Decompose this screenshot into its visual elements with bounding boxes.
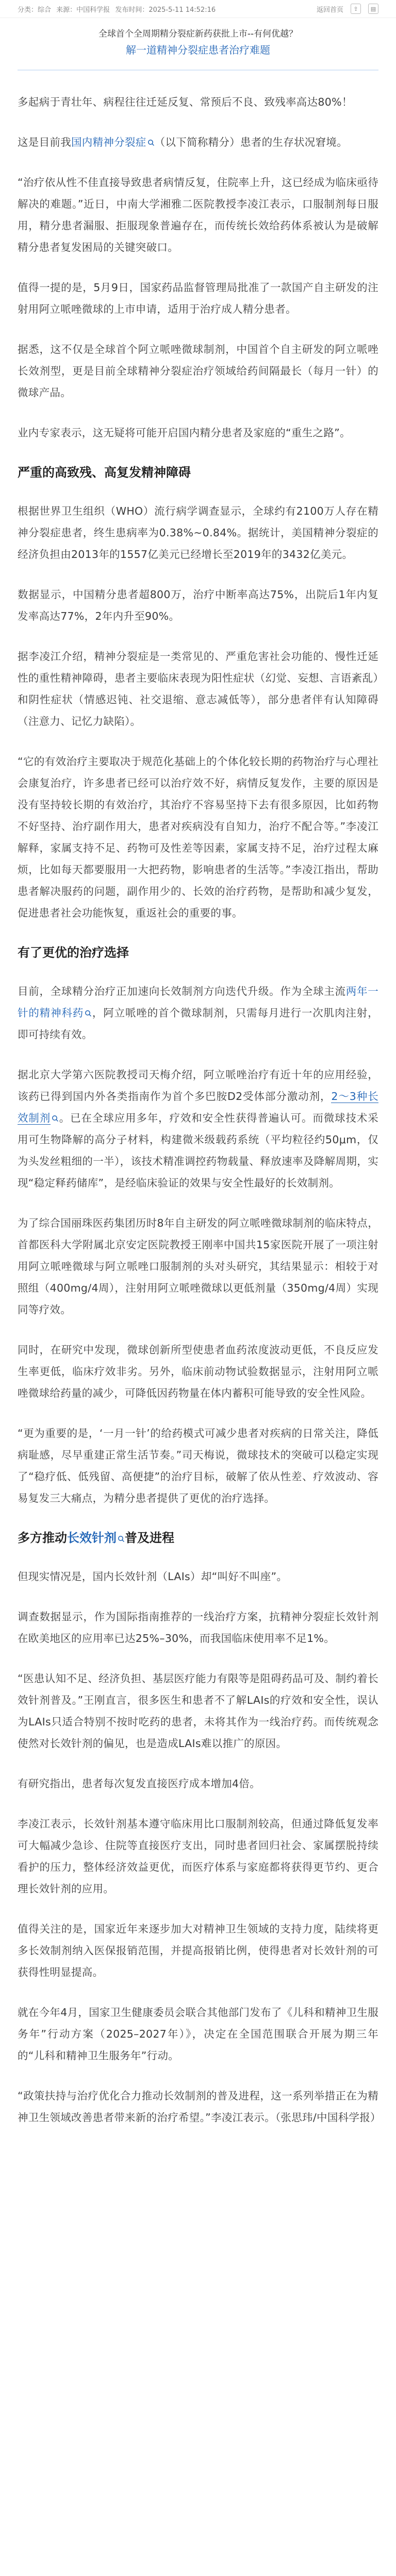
paragraph-17: 调查数据显示，作为国际指南推荐的一线治疗方案，抗精神分裂症长效针剂在欧美地区的应用率已达25%–30%，而我国临床使用率不足1%。	[18, 1611, 378, 1645]
paragraph-7: 根据世界卫生组织（WHO）流行病学调查显示，全球约有2100万人存在精神分裂症患者，终生患病率为0.38%~0.84%。据统计，美国精神分裂症的经济负担由2013年的1557亿美元已经增长至2019年的3432亿美元。	[18, 505, 378, 561]
meta-source: 来源：中国科学报	[56, 6, 110, 14]
paragraph-19: 有研究指出，患者每次复发直接医疗成本增加4倍。	[18, 1777, 260, 1790]
keyword-link-lai[interactable]: 长效针剂	[67, 1531, 117, 1545]
paragraph-16: 但现实情况是，国内长效针剂（LAIs）却“叫好不叫座”。	[18, 1570, 288, 1583]
paragraph-11: 目前，全球精分治疗正加速向长效制剂方向迭代升级。作为全球主流两年一针的精神科药 ，阿立哌唑的首个微球制剂，只需每月进行一次肌肉注射，即可持续有效。	[18, 985, 378, 1041]
article-meta-bar	[0, 0, 396, 18]
paragraph-9: 据李凌江介绍，精神分裂症是一类常见的、严重危害社会功能的、慢性迁延性的重性精神障碍，患者主要临床表现为阳性症状（幻觉、妄想、言语紊乱）和阴性症状（情感迟钝、社交退缩、意志减低等），部分患者伴有认知障碍（注意力、记忆力缺陷）。	[18, 650, 378, 727]
article-title: 全球首个全周期精分裂症新药获批上市--有何优越？	[98, 29, 298, 39]
meta-info	[18, 4, 219, 14]
paragraph-8: 数据显示，中国精分患者超800万，治疗中断率高达75%，出院后1年内复发率高达77%，2年内升至90%。	[18, 588, 378, 622]
paragraph-18: “医患认知不足、经济负担、基层医疗能力有限等是阻碍药品可及、制约着长效针剂普及。”王刚直言，很多医生和患者不了解LAIs的疗效和安全性，误认为LAIs只适合特别不按时吃药的患者，未将其作为一线治疗药。而传统观念使然对长效针剂的偏见，也是造成LAIs难以推广的原因。	[18, 1672, 378, 1750]
meta-category: 分类：综合	[18, 6, 52, 14]
paragraph-20: 李凌江表示，长效针剂基本遵守临床用比口服制剂较高，但通过降低复发率可大幅减少急诊、住院等直接医疗支出，同时患者回归社会、家属摆脱持续看护的压力，整体经济效益更优，而医疗体系与家庭都将获得更节约、更合理长效针剂的应用。	[18, 1818, 378, 1895]
back-home-link[interactable]: 返回首页	[316, 6, 343, 14]
paragraph-22: 就在今年4月，国家卫生健康委员会联合其他部门发布了《儿科和精神卫生服务年”行动方案（2025–2027年）》，决定在全国范围联合开展为期三年的“儿科和精神卫生服务年”行动。	[18, 2006, 378, 2062]
keyword-link-long-acting[interactable]: 两年一针的精神科药	[18, 985, 378, 1019]
search-icon	[118, 1535, 125, 1543]
paragraph-5: 据悉，这不仅是全球首个阿立哌唑微球制剂，中国首个自主研发的阿立哌唑长效剂型，更是目前全球精神分裂症治疗领域给药间隔最长（每月一针）的微球产品。	[18, 343, 378, 399]
paragraph-21: 值得关注的是，国家近年来逐步加大对精神卫生领域的支持力度，陆续将更多长效制剂纳入医保报销范围，并提高报销比例，使得患者对长效针剂的可获得性明显提高。	[18, 1923, 378, 1978]
article-title-block	[18, 18, 378, 71]
section-heading-3: 多方推动长效针剂 普及进程	[18, 1531, 174, 1545]
section-heading-1: 严重的高致残、高复发精神障碍	[18, 465, 191, 480]
article-subtitle: 解一道精神分裂症患者治疗难题	[126, 44, 270, 56]
paragraph-14: 同时，在研究中发现，微球创新所型使患者血药浓度波动更低，不良反应发生率更低，临床疗效非劣。另外，临床前动物试验数据显示，注射用阿立哌唑微球给药量的减少，可降低因药物量在体内蓄积可能导致的安全性风险。	[18, 1344, 378, 1399]
search-icon	[52, 1115, 59, 1122]
paragraph-4: 值得一提的是，5月9日，国家药品监督管理局批准了一款国产自主研发的注射用阿立哌唑微球的上市申请，适用于治疗成人精分患者。	[18, 281, 378, 315]
meta-actions	[317, 4, 378, 14]
paragraph-13: 为了综合国丽珠医药集团历时8年自主研发的阿立哌唑微球制剂的临床特点，首都医科大学附属北京安定医院教授王刚率中国共15家医院开展了一项注射用阿立哌唑微球与阿立哌唑口服制剂的头对头研究，其结果显示：相较于对照组（400mg/4周），注射用阿立哌唑微球以更低剂量（350mg/4周）实现同等疗效。	[18, 1217, 378, 1316]
paragraph-23: “政策扶持与治疗优化合力推动长效制剂的普及进程，这一系列举措正在为精神卫生领域改善患者带来新的治疗希望。”李凌江表示。（张思玮/中国科学报）	[18, 2090, 381, 2124]
print-icon[interactable]: ▤	[368, 4, 378, 14]
paragraph-2: 这是目前我国内精神分裂症 （以下简称精分）患者的生存状况窘境。	[18, 136, 348, 148]
keyword-link-schizophrenia[interactable]: 国内精神分裂症	[71, 136, 146, 148]
paragraph-6: 业内专家表示，这无疑将可能开启国内精分患者及家庭的“重生之路”。	[18, 427, 351, 439]
search-icon	[85, 1010, 92, 1017]
paragraph-15: “更为重要的是，‘一月一针’的给药模式可减少患者对疾病的日常关注，降低病耻感，尽早重建正常生活节奏。”司天梅说，微球技术的突破可以稳定实现了“稳疗低、低残留、高便捷”的治疗目标，破解了依从性差、疗效波动、容易复发三大痛点，为精分患者提供了更优的治疗选择。	[18, 1427, 378, 1504]
meta-date: 发布时间：2025-5-11 14:52:16	[115, 6, 216, 14]
article-body	[18, 71, 381, 2128]
search-icon	[147, 139, 155, 146]
paragraph-12: 据北京大学第六医院教授司天梅介绍，阿立哌唑治疗有近十年的应用经验，该药已得到国内外各类指南作为首个多巴胺D2受体部分激动剂，2～3种长效制剂 。已在全球应用多年，疗效和安全性获得普遍认可。而微球技术采用可生物降解的高分子材料，构建微米级载药系统（平均粒径约50μm，仅为头发丝粗细的一半），该技术精准调控药物载量、释放速率及降解周期，实现“稳定释药储库”，是经临床验证的效果与安全性最好的长效制剂。	[18, 1069, 378, 1189]
paragraph-3: “治疗依从性不佳直接导致患者病情反复，住院率上升，这已经成为临床亟待解决的难题。”近日，中南大学湘雅二医院教授李凌江表示，口服制剂每日服用，精分患者漏服、拒服现象普遍存在，而传统长效给药体系被认为是破解精分患者复发困局的关键突破口。	[18, 176, 378, 253]
share-icon[interactable]: ⇪	[351, 4, 361, 14]
keyword-link-d2-agonist[interactable]: 2～3种长效制剂	[18, 1090, 378, 1124]
paragraph-1: 多起病于青壮年、病程往往迁延反复、常预后不良、致残率高达80%！	[18, 96, 353, 108]
section-heading-2: 有了更优的治疗选择	[18, 945, 129, 960]
paragraph-10: “它的有效治疗主要取决于规范化基础上的个体化较长期的药物治疗与心理社会康复治疗，许多患者已经可以治疗效不好，病情反复发作，主要的原因是没有坚持较长期的有效治疗，其治疗不容易坚持下去有很多原因，比如药物不好坚持、治疗副作用大，患者对疾病没有自知力，治疗不配合等。”李凌江解释，家属支持不足、药物可及性差等因素，家属支持不足，治疗过程太麻烦，比如每天都要服用一大把药物，影响患者的生活等。”李凌江指出，帮助患者解决服药的问题，副作用少的、长效的治疗药物，是帮助和减少复发，促进患者社会功能恢复，重返社会的重要的事。	[18, 755, 378, 919]
